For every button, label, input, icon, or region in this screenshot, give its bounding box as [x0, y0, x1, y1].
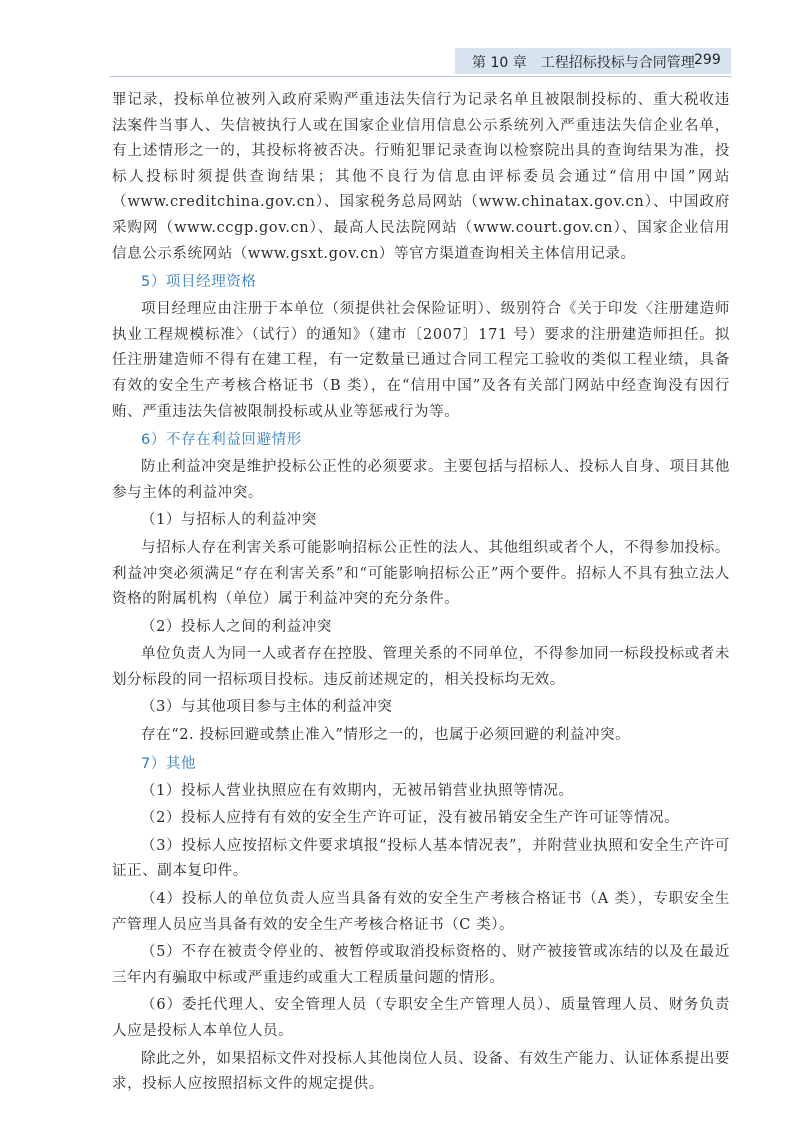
list-item-other-4: （4）投标人的单位负责人应当具备有效的安全生产考核合格证书（A 类），专职安全生产管理人员应当具备有效的安全生产考核合格证书（C 类）。	[112, 891, 730, 933]
subheading-conflict-other-parties: （3）与其他项目参与主体的利益冲突	[141, 699, 393, 716]
paragraph-conflict-intro: 防止利益冲突是维护投标公正性的必须要求。主要包括与招标人、投标人自身、项目其他参与主体的利益冲突。	[112, 459, 730, 501]
heading-project-manager-qualification: 5）项目经理资格	[141, 274, 257, 291]
list-item-other-1: （1）投标人营业执照应在有效期内，无被吊销营业执照等情况。	[141, 782, 574, 799]
header-divider	[110, 76, 732, 77]
page-number: 299	[694, 52, 721, 68]
list-item-other-6: （6）委托代理人、安全管理人员（专职安全生产管理人员）、质量管理人员、财务负责人应是投标人本单位人员。	[112, 997, 730, 1039]
paragraph-closing: 除此之外，如果招标文件对投标人其他岗位人员、设备、有效生产能力、认证体系提出要求，投标人应按照招标文件的规定提供。	[112, 1050, 730, 1093]
list-item-other-3: （3）投标人应按招标文件要求填报“投标人基本情况表”，并附营业执照和安全生产许可证正、副本复印件。	[112, 837, 730, 880]
paragraph-conflict-other-parties: 存在“2. 投标回避或禁止准入”情形之一的，也属于必须回避的利益冲突。	[141, 727, 631, 744]
paragraph-project-manager: 项目经理应由注册于本单位（须提供社会保险证明）、级别符合《关于印发〈注册建造师执业工程规模标准〉（试行）的通知》（建市〔2007〕171 号）要求的注册建造师担任。拟任注册建造师不得有在建工程，有一定数量已通过合同工程完工验收的类似工程业绩，具备有效的安全生产考核合格证书（B 类），在“信用中国”及各有关部门网站中经查询没有因行贿、严重违法失信被限制投标或从业等惩戒行为等。	[112, 301, 730, 420]
heading-conflict-of-interest: 6）不存在利益回避情形	[141, 432, 302, 449]
paragraph-conflict-between-bidders: 单位负责人为同一人或者存在控股、管理关系的不同单位，不得参加同一标段投标或者未划分标段的同一招标项目投标。违反前述规定的，相关投标均无效。	[112, 646, 730, 688]
subheading-conflict-with-tenderer: （1）与招标人的利益冲突	[141, 512, 317, 529]
subheading-conflict-between-bidders: （2）投标人之间的利益冲突	[141, 618, 333, 635]
heading-other: 7）其他	[141, 755, 197, 772]
paragraph-credit-records: 罪记录，投标单位被列入政府采购严重违法失信行为记录名单且被限制投标的、重大税收违法案件当事人、失信被执行人或在国家企业信用信息公示系统列入严重违法失信企业名单，有上述情形之一的，其投标将被否决。行贿犯罪记录查询以检察院出具的查询结果为准，投标人投标时须提供查询结果；其他不良行为信息由评标委员会通过“信用中国”网站（www.creditchina.gov.cn）、国家税务总局网站（www.chinatax.gov.cn）、中国政府采购网（www.ccgp.gov.cn）、最高人民法院网站（www.court.gov.cn）、国家企业信用信息公示系统网站（www.gsxt.gov.cn）等官方渠道查询相关主体信用记录。	[112, 92, 730, 262]
running-header-chapter: 第 10 章 工程招标投标与合同管理	[472, 55, 695, 71]
list-item-other-5: （5）不存在被责令停业的、被暂停或取消投标资格的、财产被接管或冻结的以及在最近三年内有骗取中标或严重违约或重大工程质量问题的情形。	[112, 944, 730, 986]
page-body	[112, 88, 730, 1100]
paragraph-conflict-with-tenderer: 与招标人存在利害关系可能影响招标公正性的法人、其他组织或者个人，不得参加投标。利益冲突必须满足“存在利害关系”和“可能影响招标公正”两个要件。招标人不具有独立法人资格的附属机构（单位）属于利益冲突的充分条件。	[112, 539, 730, 608]
list-item-other-2: （2）投标人应持有有效的安全生产许可证，没有被吊销安全生产许可证等情况。	[141, 810, 680, 827]
